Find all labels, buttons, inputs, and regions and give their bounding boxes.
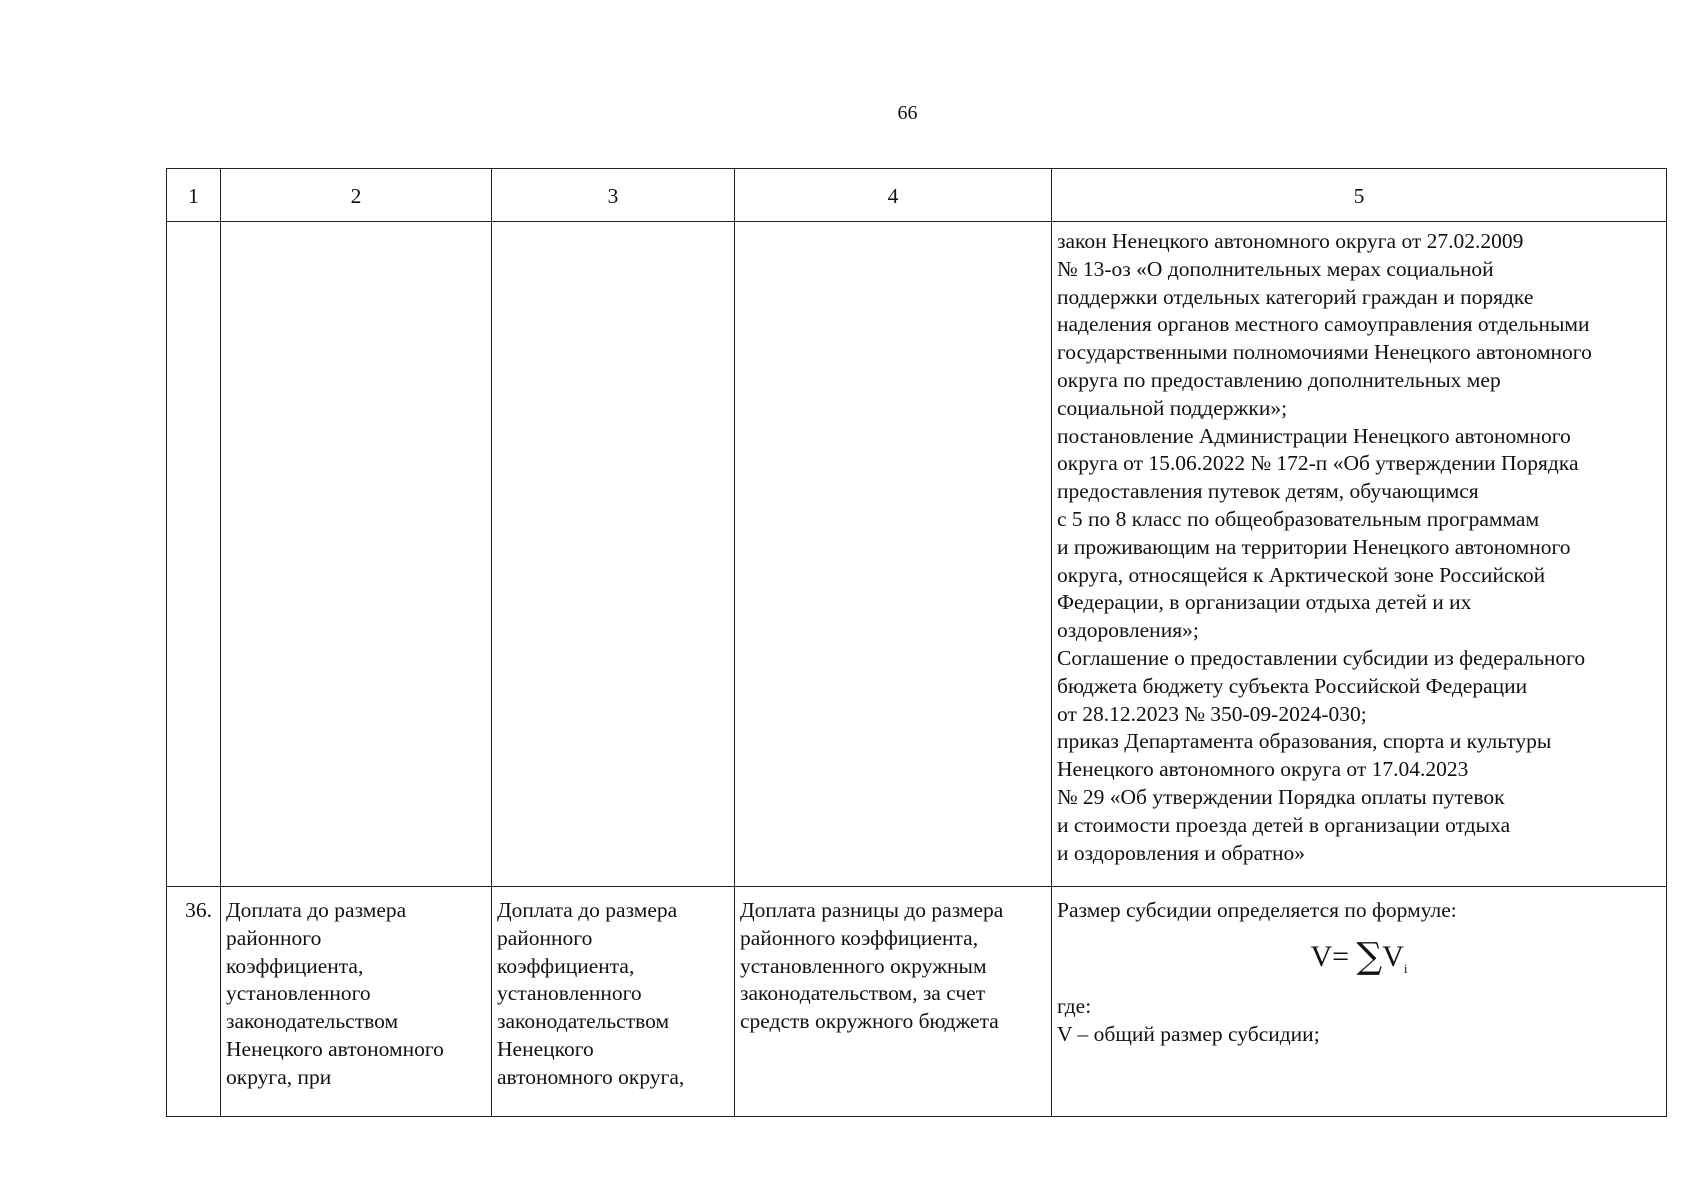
legal-basis-cell	[1052, 222, 1667, 887]
column-header-4: 4	[735, 169, 1052, 222]
subsidy-formula	[1057, 937, 1661, 989]
table-cell-empty	[735, 222, 1052, 887]
legal-basis-text: закон Ненецкого автономного округа от 27.02.2009 № 13-оз «О дополнительных мерах социальной поддержки отдельных категорий граждан и порядке наделения органов местного самоуправления отдельными государственными полномочиями Ненецкого автономного округа по предоставлению дополнительных мер социальной поддержки»; постановление Администрации Ненецкого автономного округа от 15.06.2022 № 172-п «Об утверждении Порядка предоставления путевок детям, обучающимся с 5 по 8 класс по общеобразовательным программам и проживающим на территории Ненецкого автономного округа, относящейся к Арктической зоне Российской Федерации, в организации отдыха детей и их оздоровления»; Соглашение о предоставлении субсидии из федерального бюджета бюджету субъекта Российской Федерации от 28.12.2023 № 350-09-2024-030; приказ Департамента образования, спорта и культуры Ненецкого автономного округа от 17.04.2023 № 29 «Об утверждении Порядка оплаты путевок и стоимости проезда детей в организации отдыха и оздоровления и обратно»	[1057, 229, 1592, 865]
table-cell-empty	[221, 222, 492, 887]
document-table	[166, 168, 1667, 1117]
formula-intro: Размер субсидии определяется по формуле:	[1057, 898, 1457, 922]
table-cell-empty	[492, 222, 735, 887]
row-36-col3	[492, 887, 735, 1117]
page-number: 66	[897, 102, 918, 124]
formula-where: где:	[1057, 993, 1092, 1018]
table-header-row	[167, 169, 1667, 222]
row-36-col2-text: Доплата до размера районного коэффициента, установленного законодательством Ненецкого автономного округа, при	[226, 898, 444, 1089]
row-36-col4-text: Доплата разницы до размера районного коэффициента, установленного окружным законодательством, за счет средств окружного бюджета	[740, 898, 1004, 1034]
row-36-col4	[735, 887, 1052, 1117]
table-row-36	[167, 887, 1667, 1117]
formula-term: V	[1382, 939, 1404, 973]
row-36-col2	[221, 887, 492, 1117]
formula-subscript: i	[1403, 960, 1408, 976]
row-36-col5	[1052, 887, 1667, 1117]
table-cell-empty	[167, 222, 221, 887]
formula-definition: V – общий размер субсидии;	[1057, 1021, 1320, 1046]
row-36-col3-text: Доплата до размера районного коэффициента, установленного законодательством Ненецкого автономного округа,	[497, 898, 685, 1089]
column-header-5: 5	[1052, 169, 1667, 222]
sigma-symbol: ∑	[1356, 935, 1383, 977]
table-row-continuation	[167, 222, 1667, 887]
formula-lhs: V=	[1310, 939, 1350, 973]
column-header-1: 1	[167, 169, 221, 222]
column-header-3: 3	[492, 169, 735, 222]
row-number: 36.	[167, 887, 221, 1117]
column-header-2: 2	[221, 169, 492, 222]
